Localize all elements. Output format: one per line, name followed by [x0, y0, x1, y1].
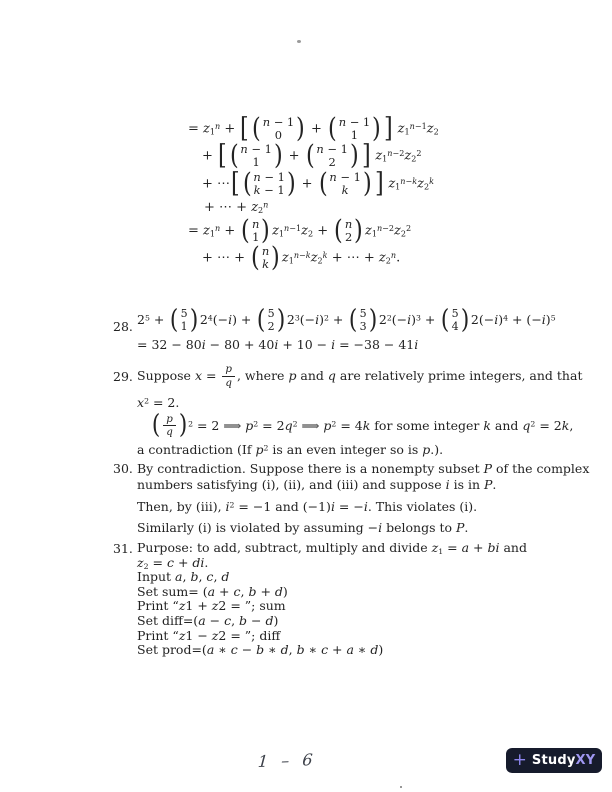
problem-line: Set prod=(a ∗ c − b ∗ d, b ∗ c + a ∗ d) — [137, 642, 384, 658]
problem-line: Suppose x = $\frac{p}{q}$ , where p and q are relatively prime integers, and that — [137, 363, 583, 389]
plus-icon: + — [512, 749, 527, 770]
problem-30 — [113, 461, 589, 536]
problem-line: Set sum= (a + c, b + d) — [137, 583, 288, 599]
brand-study-label: Study — [531, 753, 576, 768]
brand-xy-label: XY — [575, 753, 596, 768]
problem-body — [137, 461, 589, 536]
problem-line: = 32 − 80i − 80 + 40i + 10 − i = −38 − 41i — [137, 337, 419, 353]
problem-line: By contradiction. Suppose there is a nonempty subset P of the complex — [137, 461, 590, 476]
problem-body — [137, 305, 556, 353]
problem-number: 28. — [113, 319, 133, 334]
derivation-line: = $z_1^n$ + ( n 1 ) $z_1^{n-1}z_2$ + ( n 2 ) $z_1^{n-2}z_2^2$ — [188, 215, 412, 247]
problem-body — [137, 541, 527, 658]
problem-28 — [113, 305, 556, 353]
problem-line: Print “z1 − z2 = ”; diff — [137, 627, 281, 643]
problem-31 — [113, 541, 527, 658]
problem-line: Input a, b, c, d — [137, 569, 230, 585]
derivation-line: = $z_1^n$ + [ ( n − 1 0 ) + ( n − 1 1 ) ] $z_1^{n-1}z_2$ — [188, 113, 439, 145]
brand-name — [532, 753, 595, 768]
page-number-handwritten: 1 – 6 — [257, 749, 318, 772]
scan-speck — [297, 40, 301, 43]
problem-number: 31. — [113, 541, 133, 556]
derivation-line: + ⋯ + $z_2^n$ — [204, 199, 269, 215]
problem-line: Then, by (iii), $i^2 = -1$ and (−1)i = −i. This violates (i). — [137, 499, 478, 514]
binomial-expansion-derivation — [188, 113, 439, 274]
problem-line: $2^5$ + ( 5 1 ) $2^4(-i)$ + ( 5 2 ) $2^3(-i)^2$ + ( 5 3 ) $2^2(-i)^3$ + ( 5 4 ) $2(-i)^4 + (-i)^5$ — [137, 305, 556, 336]
problem-line: Purpose: to add, subtract, multiply and divide $z_1 = a$ + bi and — [137, 540, 527, 556]
problem-line: ( $\frac{p}{q}$ )$^2$ = 2 ⟹ $p^2 = 2q^2$ ⟹ $p^2 = 4k$ for some integer k and $q^2 = 2k$, — [151, 410, 574, 441]
problem-line: $z_2 = c$ + di. — [137, 554, 209, 571]
problem-line: $x^2 = 2$. — [137, 394, 180, 410]
problem-line: numbers satisfying (i), (ii), and (iii) and suppose i is in P. — [137, 477, 497, 492]
derivation-line: + ⋯ + ( n k ) $z_1^{n-k}z_2^k$ + ⋯ + $z_2^n$. — [202, 242, 401, 274]
problem-line: a contradiction (If $p^2$ is an even integer so is p.). — [137, 442, 444, 458]
problem-line: Similarly (i) is violated by assuming −i belongs to P. — [137, 520, 469, 535]
scan-speck — [400, 786, 402, 788]
problem-number: 30. — [113, 461, 133, 476]
problem-number: 29. — [113, 369, 133, 384]
derivation-line: + [ ( n − 1 1 ) + ( n − 1 2 ) ] $z_1^{n-2}z_2^2$ — [202, 140, 422, 172]
problem-body — [137, 363, 582, 458]
problem-29 — [113, 363, 582, 458]
derivation-line: + ⋯[ ( n − 1 k − 1 ) + ( n − 1 k ) ] $z_1^{n-k}z_2^k$ — [202, 167, 434, 199]
problem-line: Print “z1 + z2 = ”; sum — [137, 598, 286, 614]
problem-line: Set diff=(a − c, b − d) — [137, 612, 279, 628]
studyxy-badge — [506, 748, 602, 773]
